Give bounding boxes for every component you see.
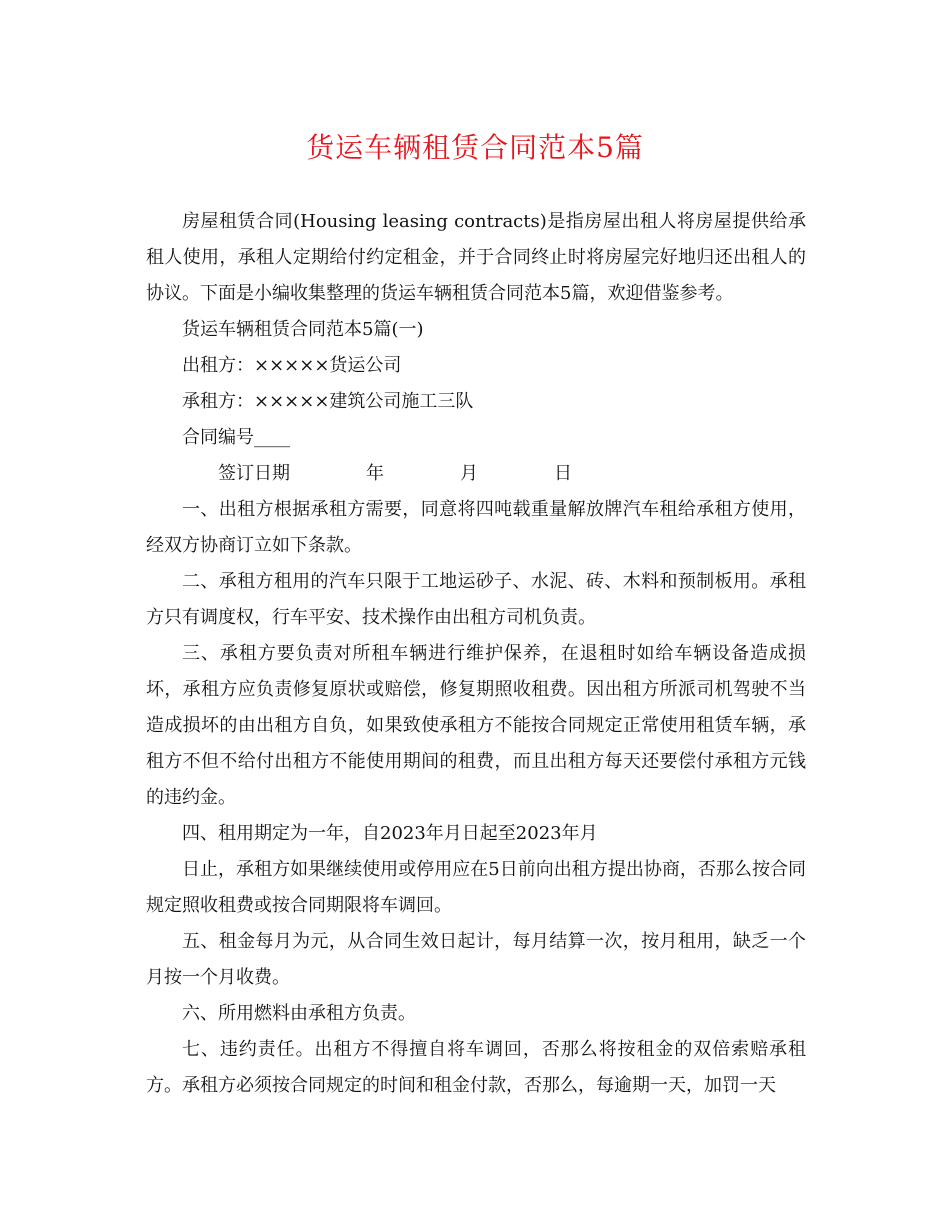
sign-date-day: 日: [554, 463, 572, 484]
lessor-line: 出租方：×××××货运公司: [182, 355, 402, 376]
clause-paragraph: 五、租金每月为元，从合同生效日起计，每月结算一次，按月租用，缺乏一个月按一个月收费。: [146, 931, 806, 988]
clause-paragraph: 七、违约责任。出租方不得擅自将车调回，否那么将按租金的双倍索赔承租方。承租方必须按合同规定的时间和租金付款，否那么，每逾期一天，加罚一天: [146, 1039, 806, 1096]
clause-paragraph: 日止，承租方如果继续使用或停用应在5日前向出租方提出协商，否那么按合同规定照收租费或按合同期限将车调回。: [146, 859, 806, 916]
clause-paragraph: 六、所用燃料由承租方负责。: [182, 1003, 416, 1024]
clause-paragraph: 三、承租方要负责对所租车辆进行维护保养，在退租时如给车辆设备造成损坏，承租方应负责修复原状或赔偿，修复期照收租费。因出租方所派司机驾驶不当造成损坏的由出租方自负，如果致使承租方不能按合同规定正常使用租赁车辆，承租方不但不给付出租方不能使用期间的租费，而且出租方每天还要偿付承租方元钱的违约金。: [146, 643, 806, 808]
section-heading: 货运车辆租赁合同范本5篇(一): [182, 319, 424, 340]
clause-paragraph: 一、出租方根据承租方需要，同意将四吨载重量解放牌汽车租给承租方使用，经双方协商订立如下条款。: [146, 499, 806, 556]
sign-date-label: 签订日期: [218, 463, 290, 484]
clause-paragraph: 二、承租方租用的汽车只限于工地运砂子、水泥、砖、木料和预制板用。承租方只有调度权，行车平安、技术操作由出租方司机负责。: [146, 571, 806, 628]
sign-date-month: 月: [460, 463, 478, 484]
document-title: 货运车辆租赁合同范本5篇: [306, 131, 644, 164]
document-body: [146, 204, 806, 1104]
contract-number-line: 合同编号____: [182, 427, 290, 448]
lessee-line: 承租方：×××××建筑公司施工三队: [182, 391, 474, 412]
sign-date-year: 年: [366, 463, 384, 484]
clause-paragraph: 四、租用期定为一年，自2023年月日起至2023年月: [182, 823, 598, 844]
sign-date-line: [146, 456, 806, 492]
intro-paragraph: 房屋租赁合同(Housing leasing contracts)是指房屋出租人将房屋提供给承租人使用，承租人定期给付约定租金，并于合同终止时将房屋完好地归还出租人的协议。下面是小编收集整理的货运车辆租赁合同范本5篇，欢迎借鉴参考。: [146, 211, 806, 304]
